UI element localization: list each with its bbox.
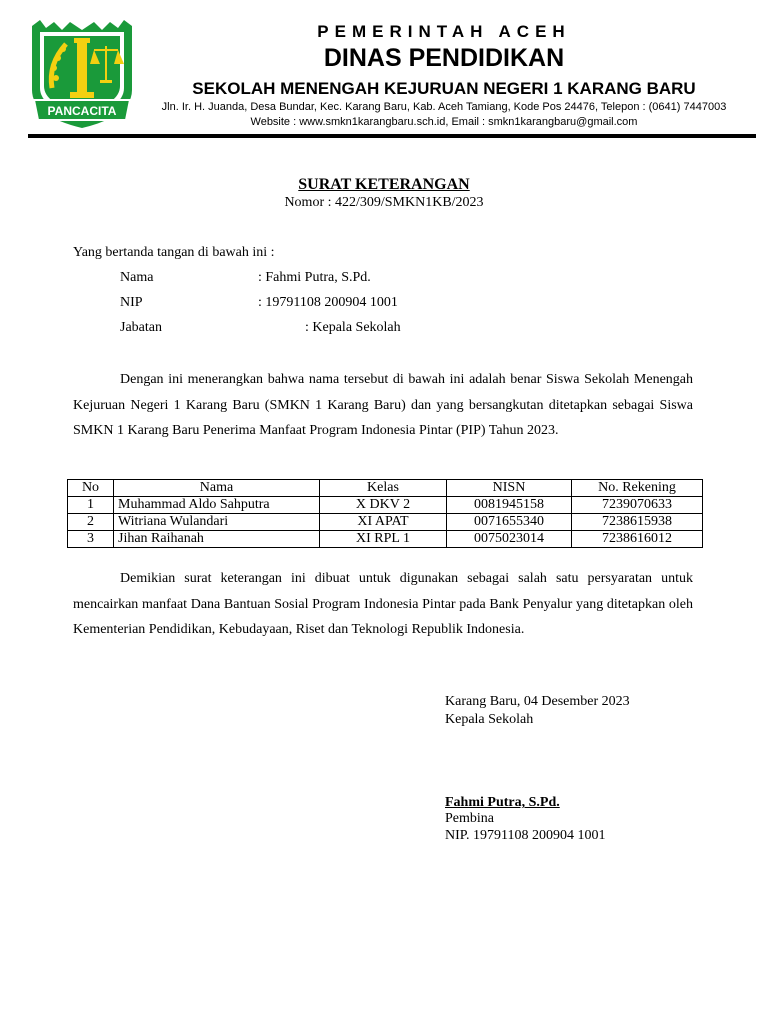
signatory-position: Kepala Sekolah [445,712,534,727]
letter-title: SURAT KETERANGAN [298,176,470,193]
col-header-nama: Nama [114,480,320,497]
field-label-jabatan: Jabatan [120,320,162,335]
place-date: Karang Baru, 04 Desember 2023 [445,694,630,709]
cell-no: 1 [68,497,114,514]
field-label-nip: NIP [120,295,143,310]
cell-rekening: 7238616012 [572,531,703,548]
government-name: PEMERINTAH ACEH [317,22,571,41]
cell-nama: Muhammad Aldo Sahputra [114,497,320,514]
student-table [67,479,703,548]
school-name: SEKOLAH MENENGAH KEJURUAN NEGERI 1 KARANG BARU [192,79,696,98]
letter-number: Nomor : 422/309/SMKN1KB/2023 [284,195,484,210]
cell-no: 3 [68,531,114,548]
cell-nama: Jihan Raihanah [114,531,320,548]
table-row [68,497,703,514]
body-paragraph-1: Dengan ini menerangkan bahwa nama tersebut di bawah ini adalah benar Siswa Sekolah Menengah Kejuruan Negeri 1 Karang Baru (SMKN 1 Karang Baru) dan yang bersangkutan ditetapkan sebagai Siswa SMKN 1 Karang Baru Penerima Manfaat Program Indonesia Pintar (PIP) Tahun 2023. [73,372,693,438]
signatory-rank: Pembina [445,811,494,826]
col-header-nisn: NISN [447,480,572,497]
school-contact: Website : www.smkn1karangbaru.sch.id, Email : smkn1karangbaru@gmail.com [250,116,638,128]
school-address: Jln. Ir. H. Juanda, Desa Bundar, Kec. Karang Baru, Kab. Aceh Tamiang, Kode Pos 24476, Telepon : (0641) 7447003 [161,101,727,113]
col-header-no: No [68,480,114,497]
agency-name: DINAS PENDIDIKAN [323,44,565,72]
field-value-nama: : Fahmi Putra, S.Pd. [258,270,371,285]
body-paragraph-2: Demikian surat keterangan ini dibuat untuk digunakan sebagai salah satu persyaratan untuk mencairkan manfaat Dana Bantuan Sosial Program Indonesia Pintar pada Bank Penyalur yang ditetapkan oleh Kementerian Pendidikan, Kebudayaan, Riset dan Teknologi Republik Indonesia. [73,571,693,637]
letterhead-divider [28,134,756,138]
cell-rekening: 7238615938 [572,514,703,531]
field-label-nama: Nama [120,270,154,285]
field-value-jabatan: : Kepala Sekolah [305,320,401,335]
table-row [68,531,703,548]
svg-text:PANCACITA: PANCACITA [47,104,117,118]
cell-kelas: X DKV 2 [320,497,447,514]
cell-nisn: 0075023014 [447,531,572,548]
table-header-row [68,480,703,497]
field-value-nip: : 19791108 200904 1001 [258,295,398,310]
cell-kelas: XI RPL 1 [320,531,447,548]
signatory-nip: NIP. 19791108 200904 1001 [445,828,606,843]
intro-text: Yang bertanda tangan di bawah ini : [73,245,275,260]
cell-kelas: XI APAT [320,514,447,531]
cell-no: 2 [68,514,114,531]
cell-nama: Witriana Wulandari [114,514,320,531]
col-header-rekening: No. Rekening [572,480,703,497]
signatory-name: Fahmi Putra, S.Pd. [445,795,560,810]
cell-nisn: 0071655340 [447,514,572,531]
col-header-kelas: Kelas [320,480,447,497]
cell-rekening: 7239070633 [572,497,703,514]
cell-nisn: 0081945158 [447,497,572,514]
table-row [68,514,703,531]
